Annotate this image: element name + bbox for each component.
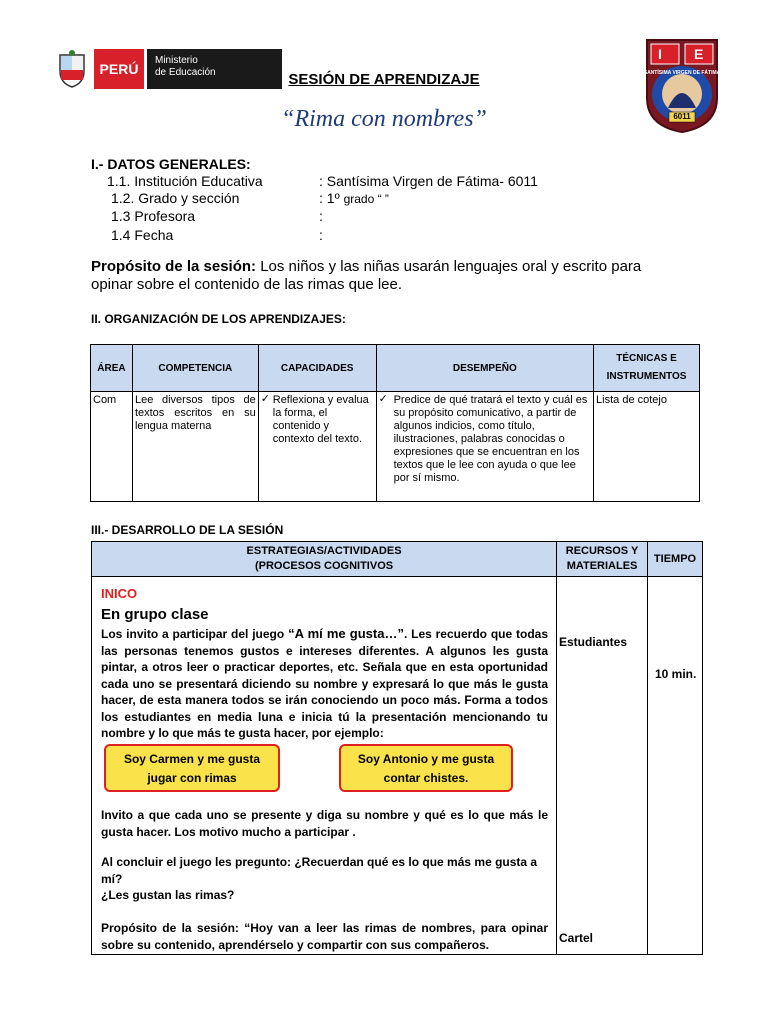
cell-area: Com <box>91 392 133 502</box>
dg-value-grado: : 1º grado “ ” <box>319 190 389 206</box>
crest-text: SANTÍSIMA VIRGEN DE FÁTIMA <box>643 70 721 76</box>
col-header-tiempo: TIEMPO <box>648 542 703 577</box>
peru-label: PERÚ <box>94 49 144 89</box>
col-header-recursos: RECURSOS Y MATERIALES <box>557 542 648 577</box>
section-2-heading: II. ORGANIZACIÓN DE LOS APRENDIZAJES: <box>91 312 346 326</box>
inicio-label: INICO <box>101 586 138 601</box>
ministry-label: Ministerio de Educación <box>147 49 282 89</box>
dg-label-grado: 1.2. Grado y sección <box>111 190 240 206</box>
paragraph-3: Al concluir el juego les pregunto: ¿Recuerdan qué es lo que más me gusta a mí? ¿Les gustan las rimas? <box>101 855 538 902</box>
dg-value-fecha: : <box>319 227 323 243</box>
paragraph-2: Invito a que cada uno se presente y diga su nombre y qué es lo que más le gusta hacer. Los motivo mucho a participar . <box>101 808 548 839</box>
recurso-estudiantes: Estudiantes <box>559 635 628 649</box>
crest-letter-e: E <box>694 46 704 62</box>
document-title: SESIÓN DE APRENDIZAJE <box>288 71 480 88</box>
cell-tiempo <box>648 577 703 955</box>
tiempo-value: 10 min. <box>655 667 697 681</box>
recurso-cartel: Cartel <box>559 931 594 945</box>
cell-desempeno: ✓ Predice de qué tratará el texto y cuál es su propósito comunicativo, a partir de algunos indicios, como título, ilustraciones, palabras conocidas o expresiones que se encuentran en los textos que le lee con ayuda o que lee por sí mismo. <box>376 392 593 502</box>
dg-value-institucion: : Santísima Virgen de Fátima- 6011 <box>319 173 538 189</box>
check-icon: ✓ <box>378 393 388 405</box>
section-3-heading: III.- DESARROLLO DE LA SESIÓN <box>91 523 284 537</box>
cell-tecnicas: Lista de cotejo <box>594 392 700 502</box>
col-header-competencia: COMPETENCIA <box>132 345 258 392</box>
paragraph-4: Propósito de la sesión: “Hoy van a leer las rimas de nombres, para opinar sobre su contenido, aprendérselo y compartir con sus compañeros. <box>101 921 548 952</box>
section-1-heading: I.- DATOS GENERALES: <box>91 156 251 172</box>
paragraph-1: Los invito a participar del juego “A mí me gusta…”. Les recuerdo que todas las personas tenemos gustos e intereses diferentes. A algunos les gusta pintar, a otros leer o practicar deportes, etc. Señala que en esta oportunidad cada uno se presentará diciendo su nombre y expresará lo que más le gusta hacer, de esta manera todos se irán conociendo un poco más. Forma a todos los estudiantes en media luna e inicia tú la presentación mencionando tu nombre y lo que más te gusta hacer, por ejemplo: <box>101 626 549 740</box>
dg-label-institucion: 1.1. Institución Educativa <box>107 173 263 189</box>
purpose-paragraph <box>91 258 681 294</box>
cell-competencia: Lee diversos tipos de textos escritos en su lengua materna <box>132 392 258 502</box>
dg-label-profesora: 1.3 Profesora <box>111 208 196 224</box>
purpose-text: Los niños y las niñas usarán lenguajes oral y escrito para opinar sobre el contenido de las rimas que lee. <box>91 258 642 293</box>
check-icon: ✓ <box>260 393 270 405</box>
cell-recursos <box>557 577 648 955</box>
grupo-clase-label: En grupo clase <box>101 606 209 623</box>
purpose-label: Propósito de la sesión: <box>91 258 257 275</box>
document-subtitle: “Rima con nombres” <box>281 106 487 132</box>
crest-number: 6011 <box>673 112 691 121</box>
organization-table <box>90 344 700 502</box>
speech-bubble-antonio: Soy Antonio y me gusta contar chistes. <box>339 744 513 792</box>
cell-capacidades: ✓ Reflexiona y evalua la forma, el contenido y contexto del texto. <box>258 392 376 502</box>
speech-bubble-carmen: Soy Carmen y me gusta jugar con rimas <box>104 744 280 792</box>
col-header-tecnicas: TÉCNICAS E INSTRUMENTOS <box>594 345 700 392</box>
col-header-desempeno: DESEMPEÑO <box>376 345 593 392</box>
col-header-area: ÁREA <box>91 345 133 392</box>
crest-letter-i: I <box>658 46 662 62</box>
dg-label-fecha: 1.4 Fecha <box>111 227 174 243</box>
col-header-estrategias: ESTRATEGIAS/ACTIVIDADES (PROCESOS COGNITIVOS <box>92 542 557 577</box>
col-header-capacidades: CAPACIDADES <box>258 345 376 392</box>
dg-value-profesora: : <box>319 208 323 224</box>
